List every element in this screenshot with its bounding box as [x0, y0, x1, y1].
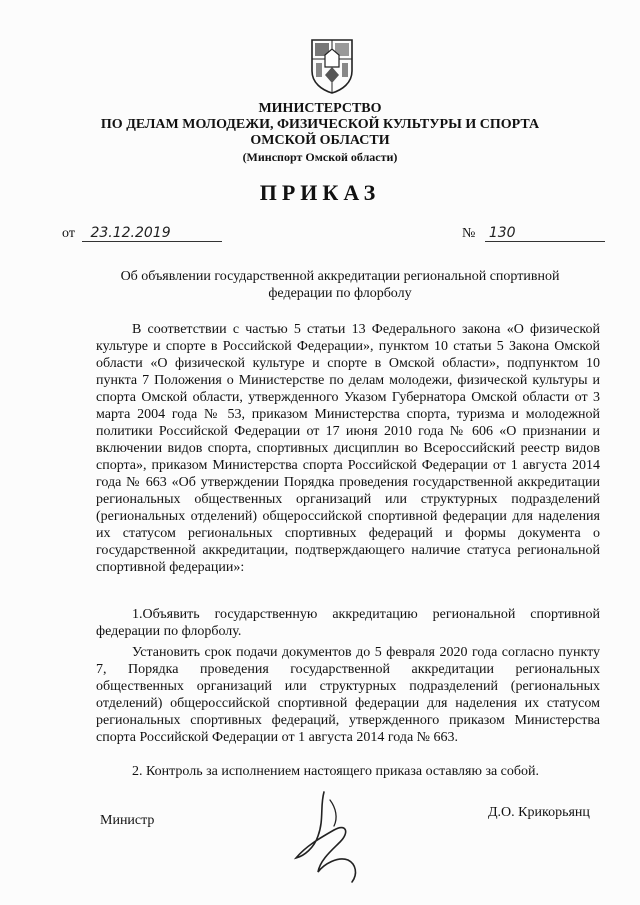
handwritten-date: 23.12.2019 [90, 225, 171, 241]
document-subject: Об объявлении государственной аккредитации региональной спортивной федерации по флорболу [120, 269, 560, 301]
ministry-title-line1: МИНИСТЕРСТВО [258, 101, 382, 116]
signatory-name: Д.О. Крикорьянц [488, 805, 590, 820]
deadline-paragraph: Установить срок подачи документов до 5 февраля 2020 года согласно пункту 7, Порядка проведения государственной аккредитации региональных общественных организаций или структурных подразделений (региональных отделений) общероссийской спортивной федерации для наделения их статусом региональных спортивных федераций, утвержденного приказом Министерства спорта Российской Федерации от 1 августа 2014 года № 663. [96, 645, 600, 745]
signatory-position: Министр [100, 813, 155, 828]
date-field [82, 225, 222, 242]
date-prefix: от [62, 226, 75, 241]
handwritten-signature [290, 786, 370, 886]
preamble-paragraph: В соответствии с частью 5 статьи 13 Федерального закона «О физической культуре и спорте в Российской Федерации», пунктом 10 статьи 5 Закона Омской области «О физической культуре и спорте в Омской области», подпунктом 10 пункта 7 Положения о Министерстве по делам молодежи, физической культуры и спорта Омской области, утвержденного Указом Губернатора Омской области от 3 марта 2004 года № 53, приказом Министерства спорта, туризма и молодежной политики Российской Федерации от 17 июня 2010 года № 606 «О признании и включении видов спорта, спортивных дисциплин во Всероссийский реестр видов спорта», приказом Министерства спорта Российской Федерации от 1 августа 2014 года № 663 «Об утверждении Порядка проведения государственной аккредитации региональных общественных организаций или структурных подразделений (региональных отделений) общероссийской спортивной федерации для наделения их статусом региональных спортивных федераций и формы документа о государственной аккредитации, подтверждающего наличие статуса региональной спортивной федерации»: [96, 322, 600, 575]
ministry-title-line3: ОМСКОЙ ОБЛАСТИ [250, 133, 390, 148]
number-row [462, 225, 605, 242]
coat-of-arms-icon [309, 37, 355, 95]
order-item-1: 1.Объявить государственную аккредитацию региональной спортивной федерации по флорболу. [96, 607, 600, 639]
number-field [485, 225, 605, 242]
ministry-title-line2: ПО ДЕЛАМ МОЛОДЕЖИ, ФИЗИЧЕСКОЙ КУЛЬТУРЫ И СПОРТА [100, 117, 540, 132]
order-item-2: 2. Контроль за исполнением настоящего приказа оставляю за собой. [132, 764, 540, 779]
date-row [62, 225, 222, 242]
document-title: ПРИКАЗ [259, 180, 381, 205]
number-prefix: № [462, 226, 476, 241]
handwritten-number: 130 [488, 225, 516, 241]
ministry-short-name: (Минспорт Омской области) [242, 150, 398, 164]
